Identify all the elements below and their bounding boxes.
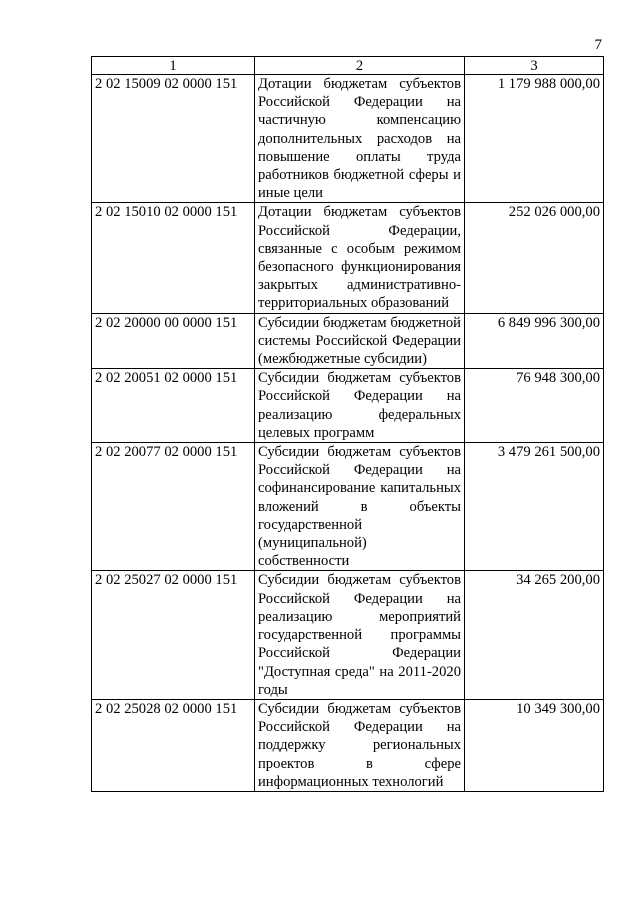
budget-amount: 252 026 000,00 bbox=[465, 203, 604, 313]
budget-code: 2 02 25028 02 0000 151 bbox=[92, 699, 255, 791]
budget-code: 2 02 20077 02 0000 151 bbox=[92, 443, 255, 571]
column-header-amount: 3 bbox=[465, 57, 604, 75]
budget-code: 2 02 15009 02 0000 151 bbox=[92, 75, 255, 203]
budget-description: Субсидии бюджетам субъектов Российской Федерации на реализацию федеральных целевых программ bbox=[255, 369, 465, 443]
column-header-description: 2 bbox=[255, 57, 465, 75]
table-row bbox=[92, 75, 604, 203]
budget-amount: 76 948 300,00 bbox=[465, 369, 604, 443]
table-row bbox=[92, 571, 604, 699]
table-row bbox=[92, 203, 604, 313]
budget-description: Дотации бюджетам субъектов Российской Федерации, связанные с особым режимом безопасного функционирования закрытых административно-территориальных образований bbox=[255, 203, 465, 313]
budget-description: Субсидии бюджетам субъектов Российской Федерации на реализацию мероприятий государственной программы Российской Федерации "Доступная среда" на 2011-2020 годы bbox=[255, 571, 465, 699]
budget-amount: 3 479 261 500,00 bbox=[465, 443, 604, 571]
budget-code: 2 02 20000 00 0000 151 bbox=[92, 313, 255, 369]
table-row bbox=[92, 443, 604, 571]
budget-revenue-table bbox=[91, 56, 604, 792]
table-row bbox=[92, 699, 604, 791]
table-row bbox=[92, 313, 604, 369]
budget-code: 2 02 20051 02 0000 151 bbox=[92, 369, 255, 443]
budget-description: Субсидии бюджетам субъектов Российской Федерации на поддержку региональных проектов в сфере информационных технологий bbox=[255, 699, 465, 791]
table-row bbox=[92, 369, 604, 443]
budget-amount: 10 349 300,00 bbox=[465, 699, 604, 791]
budget-amount: 6 849 996 300,00 bbox=[465, 313, 604, 369]
budget-description: Дотации бюджетам субъектов Российской Федерации на частичную компенсацию дополнительных расходов на повышение оплаты труда работников бюджетной сферы и иные цели bbox=[255, 75, 465, 203]
budget-amount: 1 179 988 000,00 bbox=[465, 75, 604, 203]
table-header-row bbox=[92, 57, 604, 75]
budget-code: 2 02 15010 02 0000 151 bbox=[92, 203, 255, 313]
page-number: 7 bbox=[594, 37, 602, 53]
budget-description: Субсидии бюджетам субъектов Российской Федерации на софинансирование капитальных вложений в объекты государственной (муниципальной) собственности bbox=[255, 443, 465, 571]
budget-description: Субсидии бюджетам бюджетной системы Российской Федерации (межбюджетные субсидии) bbox=[255, 313, 465, 369]
column-header-code: 1 bbox=[92, 57, 255, 75]
budget-amount: 34 265 200,00 bbox=[465, 571, 604, 699]
budget-code: 2 02 25027 02 0000 151 bbox=[92, 571, 255, 699]
